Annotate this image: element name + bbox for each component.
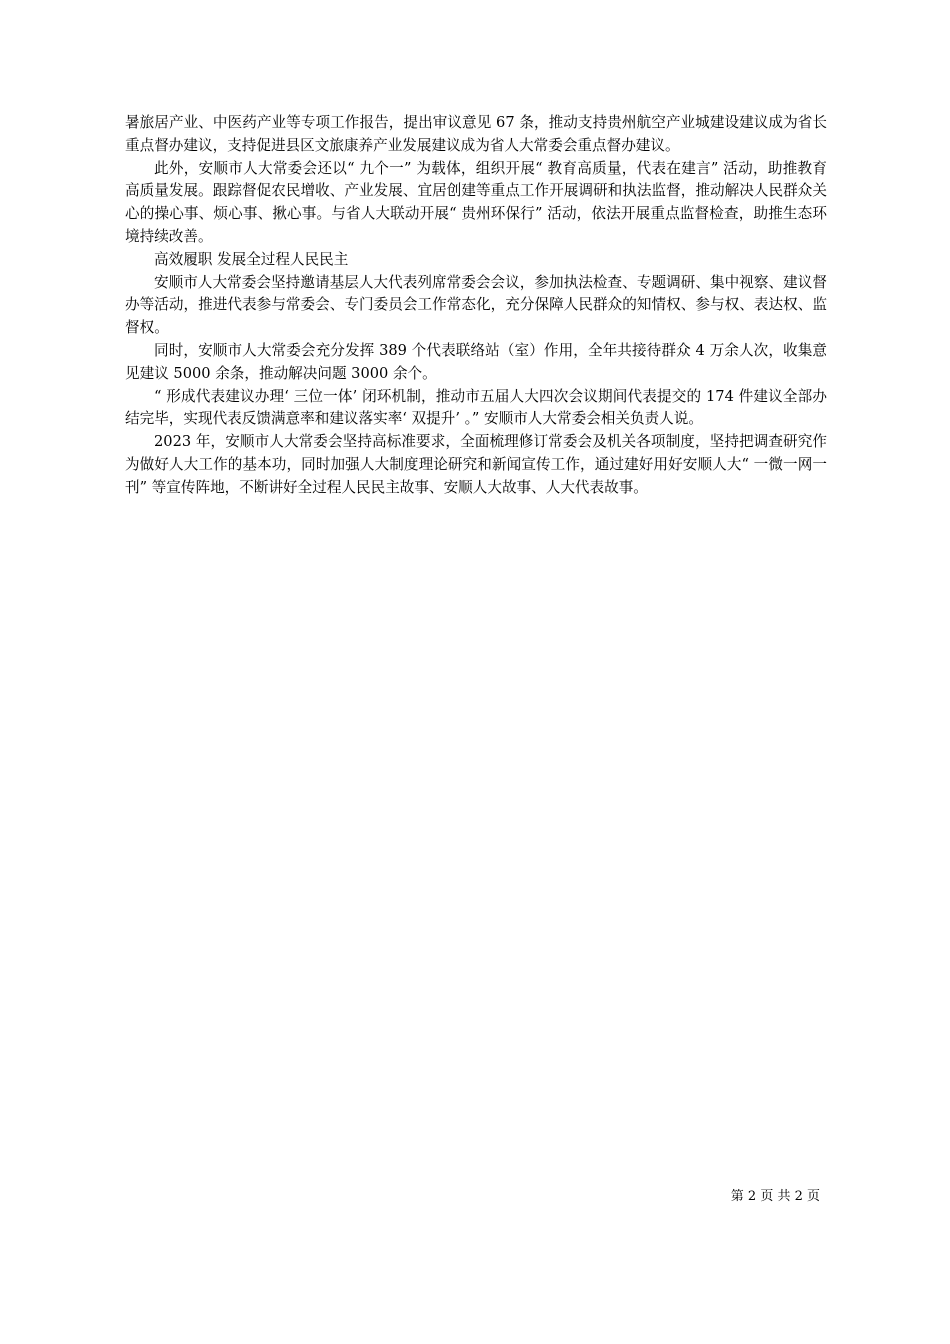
section-heading: 高效履职 发展全过程人民民主	[154, 250, 349, 268]
document-body	[125, 112, 827, 500]
paragraph-liaison-stations: 同时，安顺市人大常委会充分发挥 389 个代表联络站（室）作用，全年共接待群众 4 万余人次，收集意见建议 5000 余条，推动解决问题 3000 余个。	[125, 341, 827, 382]
paragraph-deputies-participation: 安顺市人大常委会坚持邀请基层人大代表列席常委会会议，参加执法检查、专题调研、集中视察、建议督办等活动，推进代表参与常委会、专门委员会工作常态化，充分保障人民群众的知情权、参与权、表达权、监督权。	[125, 273, 827, 337]
paragraph-continuation: 暑旅居产业、中医药产业等专项工作报告，提出审议意见 67 条，推动支持贵州航空产业城建设建议成为省长重点督办建议，支持促进县区文旅康养产业发展建议成为省人大常委会重点督办建议。	[125, 114, 827, 154]
paragraph-2023-summary: 2023 年，安顺市人大常委会坚持高标准要求，全面梳理修订常委会及机关各项制度，坚持把调查研究作为做好人大工作的基本功，同时加强人大制度理论研究和新闻宣传工作，通过建好用好安顺人大“ 一微一网一刊” 等宣传阵地，不断讲好全过程人民民主故事、安顺人大故事、人大代表故事。	[125, 433, 827, 496]
paragraph-quote: “ 形成代表建议办理‘ 三位一体’ 闭环机制，推动市五届人大四次会议期间代表提交的 174 件建议全部办结完毕，实现代表反馈满意率和建议落实率‘ 双提升’ 。” 安顺市人大常委会相关负责人说。	[125, 387, 827, 428]
paragraph-supervision-activities: 此外，安顺市人大常委会还以“ 九个一” 为载体，组织开展“ 教育高质量，代表在建言” 活动，助推教育高质量发展。跟踪督促农民增收、产业发展、宜居创建等重点工作开展调研和执法监督，推动解决人民群众关心的操心事、烦心事、揪心事。与省人大联动开展“ 贵州环保行” 活动，依法开展重点监督检查，助推生态环境持续改善。	[125, 159, 827, 245]
page-number-footer: 第 2 页 共 2 页	[730, 1189, 820, 1204]
